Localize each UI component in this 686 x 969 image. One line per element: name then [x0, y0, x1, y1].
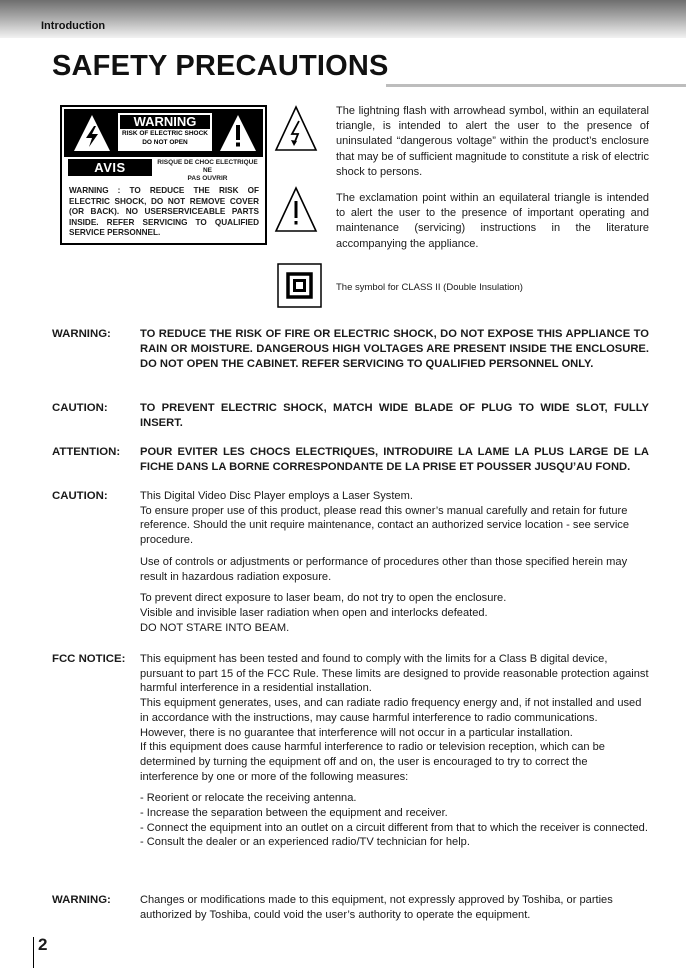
- class-ii-double-square-icon: [277, 263, 322, 308]
- notice-body: [140, 445, 649, 475]
- laser-p3-line1: To prevent direct exposure to laser beam, do not try to open the enclosure.: [140, 592, 507, 605]
- page-number-rule: [33, 937, 34, 968]
- class-ii-description: The symbol for CLASS II (Double Insulation): [336, 282, 523, 293]
- fcc-p4: If this equipment does cause harmful interference to radio or television reception, which can be determined by turning the equipment off and on, the user is encouraged to try to correct the interference by one or more of the following measures:: [140, 741, 605, 783]
- warning-label-top: [64, 109, 263, 157]
- notice-body: [140, 327, 649, 372]
- notice-body: [140, 489, 649, 635]
- notice-label: ATTENTION:: [52, 446, 121, 458]
- lightning-description: The lightning flash with arrowhead symbol, within an equilateral triangle, is intended to alert the user to the presence of uninsulated “dangerous voltage” within the product’s enclosure that may be of sufficient magnitude to constitute a risk of electric shock to persons.: [336, 105, 649, 178]
- list-item: - Connect the equipment into an outlet on a circuit different from that to which the receiver is connected.: [140, 821, 648, 834]
- section-label: Introduction: [41, 20, 106, 32]
- avis-sub-1: RISQUE DE CHOC ELECTRIQUE NE: [157, 159, 258, 174]
- laser-p2: Use of controls or adjustments or performance of procedures other than those specified herein may result in hazardous radiation exposure.: [140, 555, 628, 583]
- notice-text: Changes or modifications made to this equipment, not expressly approved by Toshiba, or parties authorized by Toshiba, could void the user’s authority to operate the equipment.: [140, 894, 613, 921]
- fcc-p3: However, there is no guarantee that interference will not occur in a particular installation.: [140, 726, 573, 739]
- avis-row: [64, 157, 263, 182]
- notice-label: WARNING:: [52, 328, 111, 340]
- notice-label: WARNING:: [52, 894, 111, 906]
- notice-text: TO REDUCE THE RISK OF FIRE OR ELECTRIC SHOCK, DO NOT EXPOSE THIS APPLIANCE TO RAIN OR MOISTURE. DANGEROUS HIGH VOLTAGES ARE PRESENT INSIDE THE ENCLOSURE. DO NOT OPEN THE CABINET. REFER SERVICING TO QUALIFIED PERSONNEL ONLY.: [140, 328, 649, 370]
- warning-box: [118, 113, 212, 151]
- laser-p1-line1: This Digital Video Disc Player employs a Laser System.: [140, 490, 413, 502]
- avis-sub: [154, 159, 261, 183]
- fcc-p2: This equipment generates, uses, and can radiate radio frequency energy and, if not installed and used in accordance with the instructions, may cause harmful interference to radio communications.: [140, 697, 642, 724]
- warning-sub-1: RISK OF ELECTRIC SHOCK: [122, 130, 208, 137]
- header-band: [0, 0, 686, 38]
- exclamation-description: The exclamation point within an equilateral triangle is intended to alert the user to the presence of important operating and maintenance (servicing) instructions in the literature accompanying the appliance.: [336, 192, 649, 250]
- avis-word: AVIS: [68, 159, 152, 176]
- laser-p3-line2: Visible and invisible laser radiation when open and interlocks defeated.: [140, 606, 488, 619]
- laser-p1-line2: To ensure proper use of this product, please read this owner’s manual carefully and retain for future reference. Should the unit require maintenance, contact an authorized service location - see service procedure.: [140, 504, 630, 547]
- notice-body: [140, 652, 649, 850]
- notice-text: POUR EVITER LES CHOCS ELECTRIQUES, INTRODUIRE LA LAME LA PLUS LARGE DE LA FICHE DANS LA BORNE CORRESPONDANTE DE LA PRISE ET POUSSER JUSQU’AU FOND.: [140, 446, 649, 473]
- title-rule: [386, 84, 686, 87]
- lightning-triangle-icon: [273, 104, 319, 154]
- list-item: - Increase the separation between the equipment and receiver.: [140, 807, 448, 820]
- laser-p3-line3: DO NOT STARE INTO BEAM.: [140, 621, 290, 634]
- list-item: - Consult the dealer or an experienced radio/TV technician for help.: [140, 836, 470, 849]
- exclamation-triangle-icon: [273, 185, 319, 235]
- page-title: SAFETY PRECAUTIONS: [52, 50, 389, 82]
- notice-body: [140, 401, 649, 431]
- list-item: - Reorient or relocate the receiving antenna.: [140, 792, 357, 805]
- notice-label: CAUTION:: [52, 402, 108, 414]
- exclamation-triangle-icon: [218, 113, 258, 153]
- warning-label: [60, 105, 267, 245]
- notice-label: FCC NOTICE:: [52, 653, 126, 665]
- fcc-measures-list: [140, 791, 649, 850]
- warning-label-body: WARNING : TO REDUCE THE RISK OF ELECTRIC SHOCK, DO NOT REMOVE COVER (OR BACK). NO USERSERVICEABLE PARTS INSIDE. REFER SERVICING TO QUALIFIED SERVICE PERSONNEL.: [69, 186, 259, 237]
- fcc-p1: This equipment has been tested and found to comply with the limits for a Class B digital device, pursuant to part 15 of the FCC Rule. These limits are designed to provide reasonable protection against harmful interference in a residential installation.: [140, 653, 649, 695]
- warning-sub-2: DO NOT OPEN: [142, 139, 188, 146]
- lightning-triangle-icon: [72, 113, 112, 153]
- avis-sub-2: PAS OUVRIR: [187, 175, 228, 182]
- notice-body: [140, 893, 649, 922]
- notice-text: TO PREVENT ELECTRIC SHOCK, MATCH WIDE BLADE OF PLUG TO WIDE SLOT, FULLY INSERT.: [140, 402, 649, 429]
- page-number: 2: [38, 935, 48, 954]
- notice-label: CAUTION:: [52, 490, 108, 502]
- warning-word: WARNING: [120, 115, 210, 129]
